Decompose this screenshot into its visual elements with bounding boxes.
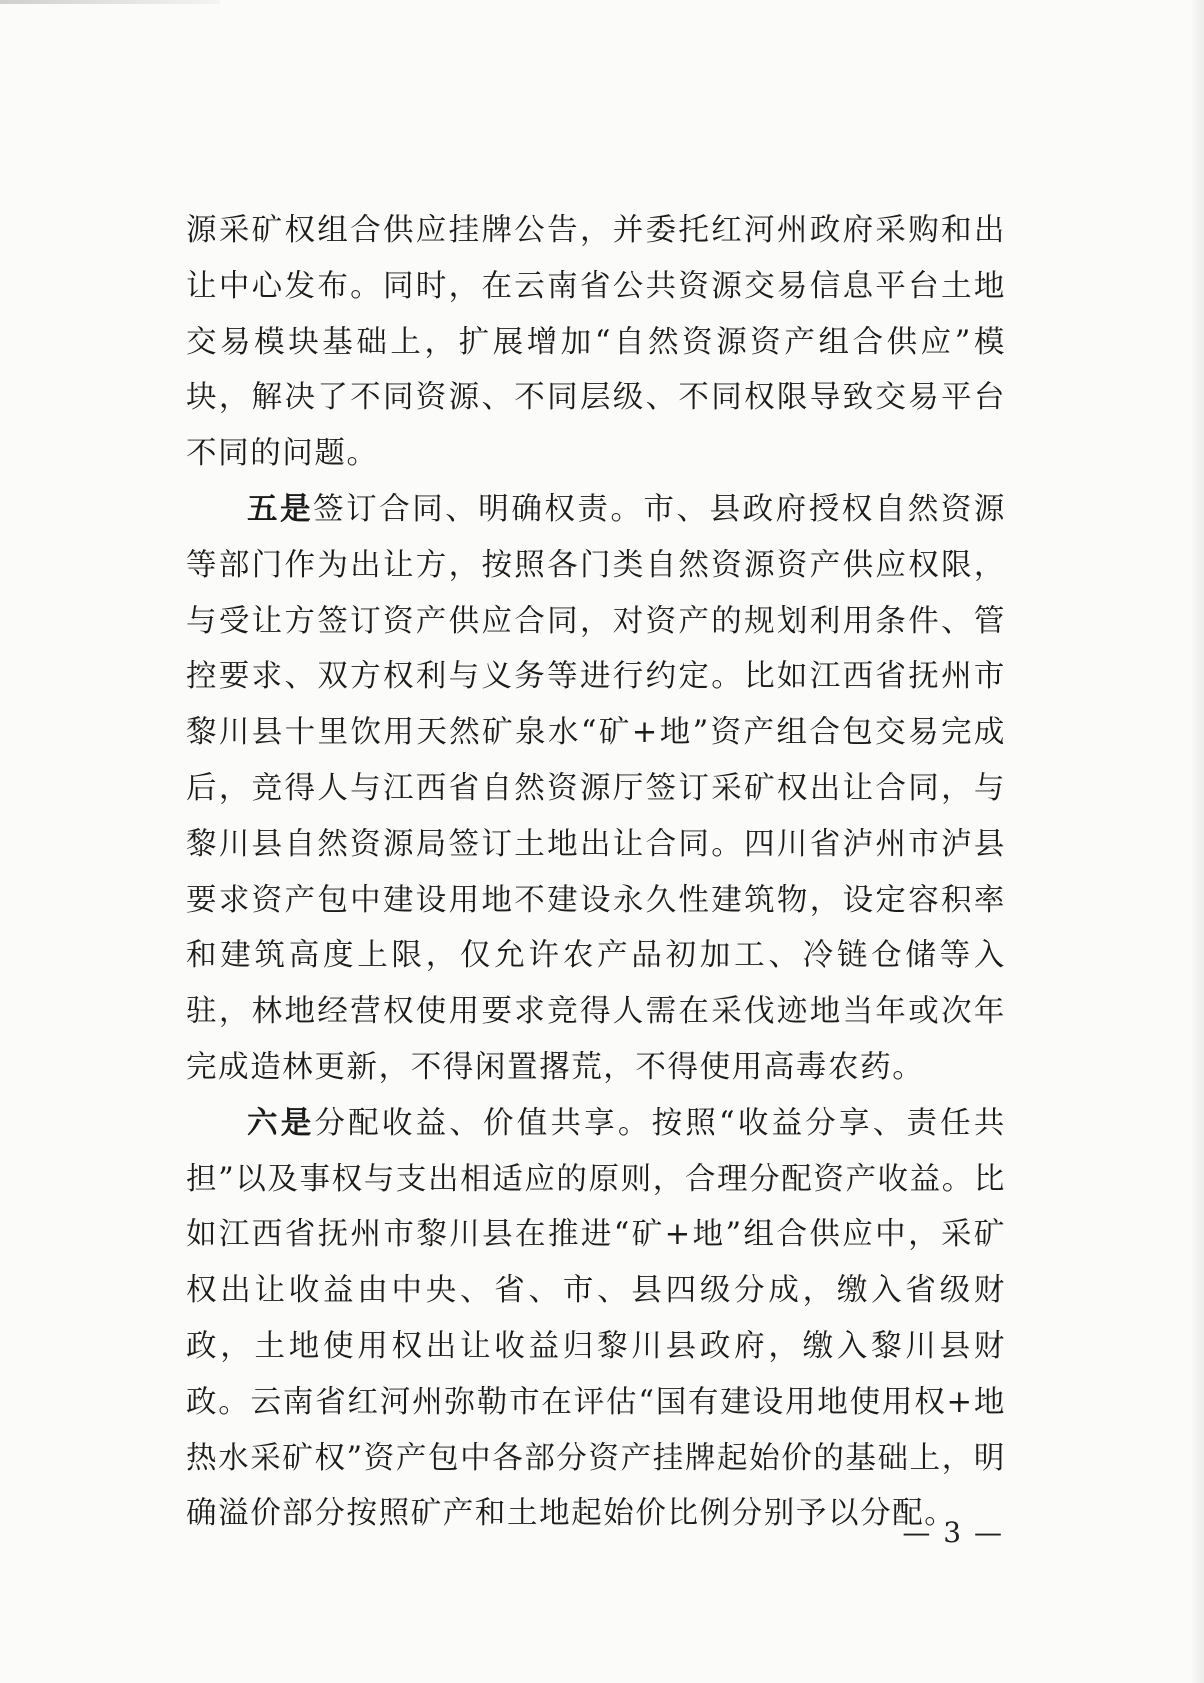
paragraph-1 <box>186 203 1006 482</box>
body-text <box>186 203 1006 1542</box>
page-number: — 3 — <box>902 1516 1004 1549</box>
paragraph-3-lead: 六是 <box>247 1104 315 1141</box>
paragraph-1-text: 源采矿权组合供应挂牌公告，并委托红河州政府采购和出让中心发布。同时，在云南省公共资源交易信息平台土地交易模块基础上，扩展增加“自然资源资产组合供应”模块，解决了不同资源、不同层级、不同权限导致交易平台不同的问题。 <box>186 213 1006 472</box>
scan-edge <box>0 0 220 4</box>
scan-edge-right <box>1190 0 1204 1683</box>
paragraph-3 <box>186 1096 1006 1542</box>
paragraph-2-text: 签订合同、明确权责。市、县政府授权自然资源等部门作为出让方，按照各门类自然资源资产供应权限，与受让方签订资产供应合同，对资产的规划利用条件、管控要求、双方权利与义务等进行约定。比如江西省抚州市黎川县十里饮用天然矿泉水“矿+地”资产组合包交易完成后，竞得人与江西省自然资源厅签订采矿权出让合同，与黎川县自然资源局签订土地出让合同。四川省泸州市泸县要求资产包中建设用地不建设永久性建筑物，设定容积率和建筑高度上限，仅允许农产品初加工、冷链仓储等入驻，林地经营权使用要求竞得人需在采伐迹地当年或次年完成造林更新，不得闲置撂荒，不得使用高毒农药。 <box>186 491 1006 1085</box>
paragraph-2 <box>186 482 1006 1096</box>
paragraph-2-lead: 五是 <box>247 490 314 527</box>
paragraph-3-text: 分配收益、价值共享。按照“收益分享、责任共担”以及事权与支出相适应的原则，合理分配资产收益。比如江西省抚州市黎川县在推进“矿+地”组合供应中，采矿权出让收益由中央、省、市、县四级分成，缴入省级财政，土地使用权出让收益归黎川县政府，缴入黎川县财政。云南省红河州弥勒市在评估“国有建设用地使用权+地热水采矿权”资产包中各部分资产挂牌起始价的基础上，明确溢价部分按照矿产和土地起始价比例分别予以分配。 <box>186 1105 1006 1532</box>
